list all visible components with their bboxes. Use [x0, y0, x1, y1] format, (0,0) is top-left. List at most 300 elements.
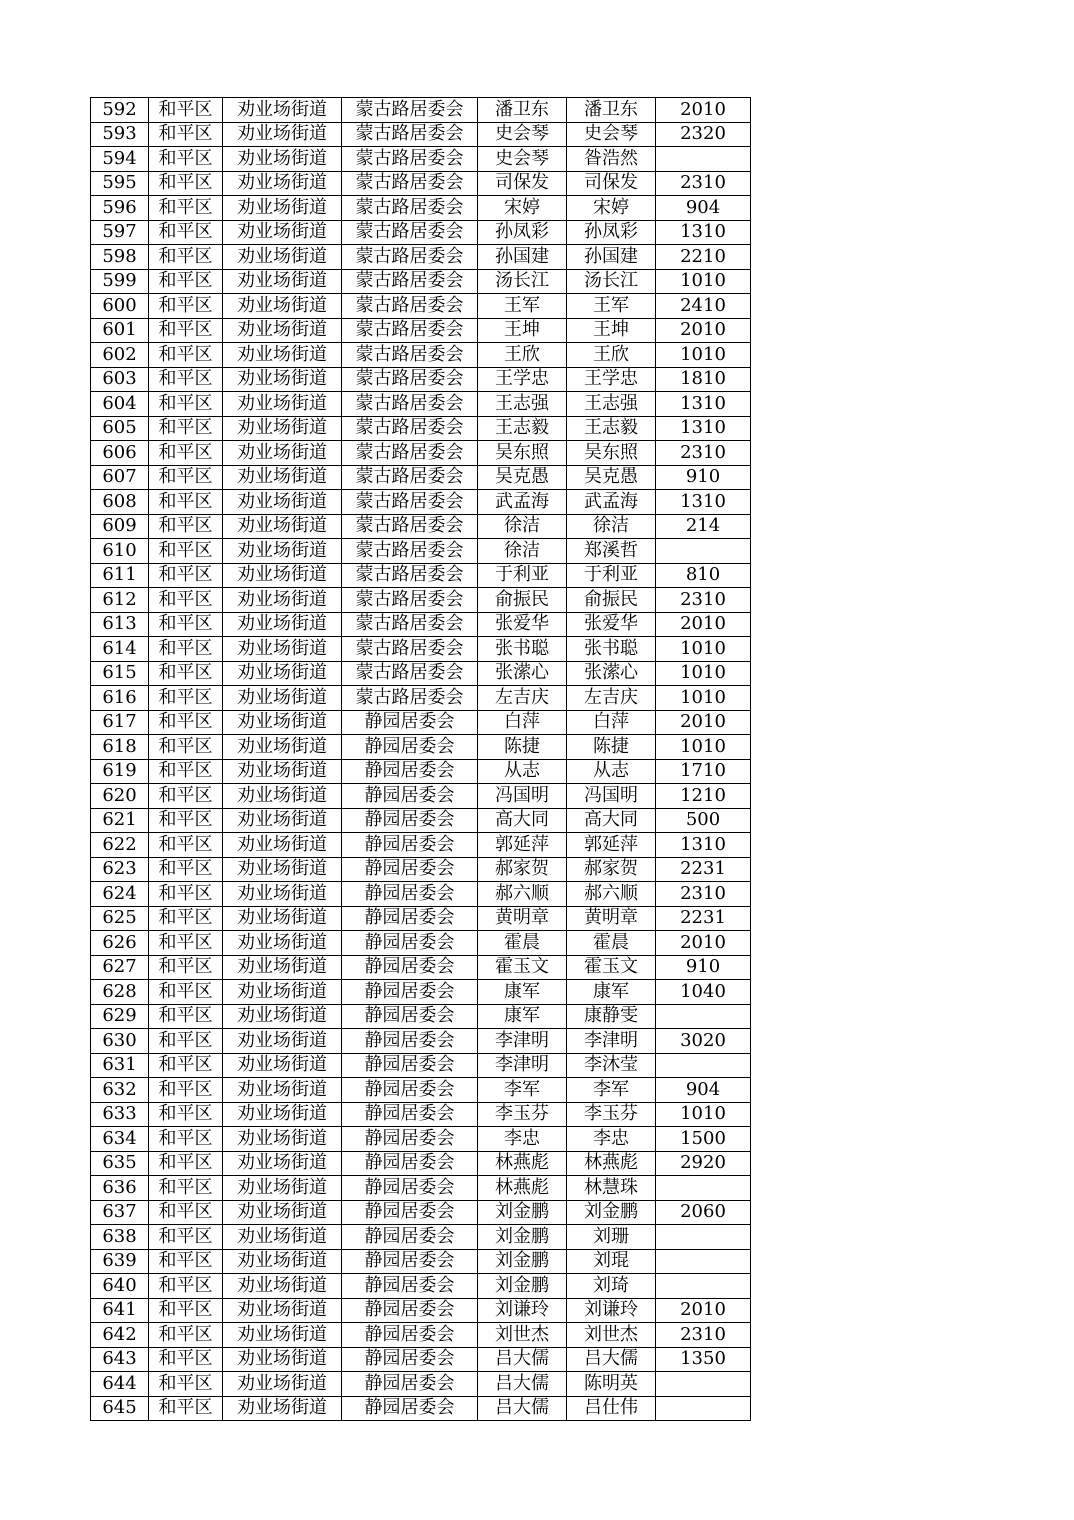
table-row	[91, 1176, 751, 1201]
street-cell: 劝业场街道	[223, 784, 342, 809]
committee-cell: 静园居委会	[342, 808, 478, 833]
member-name-cell: 郭延萍	[567, 833, 656, 858]
district-cell: 和平区	[149, 465, 223, 490]
table-row	[91, 1225, 751, 1250]
street-cell: 劝业场街道	[223, 686, 342, 711]
committee-cell: 蒙古路居委会	[342, 588, 478, 613]
district-cell: 和平区	[149, 563, 223, 588]
committee-cell: 蒙古路居委会	[342, 343, 478, 368]
street-cell: 劝业场街道	[223, 759, 342, 784]
householder-cell: 徐洁	[478, 539, 567, 564]
table-row	[91, 759, 751, 784]
amount-cell: 2310	[656, 441, 751, 466]
table-row	[91, 906, 751, 931]
street-cell: 劝业场街道	[223, 318, 342, 343]
amount-cell: 1710	[656, 759, 751, 784]
member-name-cell: 郝家贺	[567, 857, 656, 882]
district-cell: 和平区	[149, 1323, 223, 1348]
table-row	[91, 588, 751, 613]
street-cell: 劝业场街道	[223, 735, 342, 760]
district-cell: 和平区	[149, 514, 223, 539]
member-name-cell: 于利亚	[567, 563, 656, 588]
committee-cell: 蒙古路居委会	[342, 294, 478, 319]
amount-cell: 500	[656, 808, 751, 833]
table-row	[91, 563, 751, 588]
row-number-cell: 602	[91, 343, 149, 368]
amount-cell: 1310	[656, 490, 751, 515]
district-cell: 和平区	[149, 1347, 223, 1372]
row-number-cell: 640	[91, 1274, 149, 1299]
row-number-cell: 624	[91, 882, 149, 907]
amount-cell: 904	[656, 196, 751, 221]
district-cell: 和平区	[149, 539, 223, 564]
records-table-body	[91, 98, 751, 1421]
member-name-cell: 王欣	[567, 343, 656, 368]
district-cell: 和平区	[149, 1372, 223, 1397]
householder-cell: 郭延萍	[478, 833, 567, 858]
district-cell: 和平区	[149, 147, 223, 172]
table-row	[91, 1102, 751, 1127]
member-name-cell: 张潆心	[567, 661, 656, 686]
row-number-cell: 596	[91, 196, 149, 221]
householder-cell: 林燕彪	[478, 1151, 567, 1176]
member-name-cell: 刘琦	[567, 1274, 656, 1299]
amount-cell: 2010	[656, 98, 751, 123]
table-row	[91, 1396, 751, 1421]
district-cell: 和平区	[149, 367, 223, 392]
householder-cell: 郝六顺	[478, 882, 567, 907]
district-cell: 和平区	[149, 1004, 223, 1029]
member-name-cell: 张爱华	[567, 612, 656, 637]
member-name-cell: 郝六顺	[567, 882, 656, 907]
amount-cell	[656, 1053, 751, 1078]
street-cell: 劝业场街道	[223, 857, 342, 882]
member-name-cell: 王学忠	[567, 367, 656, 392]
district-cell: 和平区	[149, 245, 223, 270]
amount-cell: 2310	[656, 882, 751, 907]
committee-cell: 静园居委会	[342, 1323, 478, 1348]
committee-cell: 静园居委会	[342, 931, 478, 956]
district-cell: 和平区	[149, 980, 223, 1005]
committee-cell: 静园居委会	[342, 1200, 478, 1225]
table-row	[91, 196, 751, 221]
committee-cell: 蒙古路居委会	[342, 245, 478, 270]
row-number-cell: 635	[91, 1151, 149, 1176]
member-name-cell: 武孟海	[567, 490, 656, 515]
street-cell: 劝业场街道	[223, 367, 342, 392]
member-name-cell: 陈捷	[567, 735, 656, 760]
committee-cell: 蒙古路居委会	[342, 392, 478, 417]
amount-cell: 1010	[656, 1102, 751, 1127]
district-cell: 和平区	[149, 1274, 223, 1299]
row-number-cell: 606	[91, 441, 149, 466]
district-cell: 和平区	[149, 1078, 223, 1103]
householder-cell: 李忠	[478, 1127, 567, 1152]
member-name-cell: 汤长江	[567, 269, 656, 294]
table-row	[91, 465, 751, 490]
row-number-cell: 595	[91, 171, 149, 196]
committee-cell: 静园居委会	[342, 1078, 478, 1103]
table-row	[91, 367, 751, 392]
member-name-cell: 黄明章	[567, 906, 656, 931]
street-cell: 劝业场街道	[223, 441, 342, 466]
householder-cell: 王坤	[478, 318, 567, 343]
row-number-cell: 618	[91, 735, 149, 760]
table-row	[91, 1151, 751, 1176]
table-row	[91, 1200, 751, 1225]
street-cell: 劝业场街道	[223, 710, 342, 735]
district-cell: 和平区	[149, 759, 223, 784]
district-cell: 和平区	[149, 1151, 223, 1176]
street-cell: 劝业场街道	[223, 147, 342, 172]
table-row	[91, 514, 751, 539]
committee-cell: 静园居委会	[342, 1347, 478, 1372]
table-row	[91, 147, 751, 172]
district-cell: 和平区	[149, 196, 223, 221]
row-number-cell: 623	[91, 857, 149, 882]
householder-cell: 康军	[478, 1004, 567, 1029]
member-name-cell: 司保发	[567, 171, 656, 196]
street-cell: 劝业场街道	[223, 906, 342, 931]
table-row	[91, 1347, 751, 1372]
amount-cell: 810	[656, 563, 751, 588]
row-number-cell: 598	[91, 245, 149, 270]
committee-cell: 静园居委会	[342, 1274, 478, 1299]
committee-cell: 蒙古路居委会	[342, 196, 478, 221]
amount-cell	[656, 1372, 751, 1397]
street-cell: 劝业场街道	[223, 1151, 342, 1176]
householder-cell: 张潆心	[478, 661, 567, 686]
committee-cell: 静园居委会	[342, 955, 478, 980]
committee-cell: 静园居委会	[342, 1102, 478, 1127]
amount-cell: 2320	[656, 122, 751, 147]
amount-cell: 1310	[656, 392, 751, 417]
street-cell: 劝业场街道	[223, 1029, 342, 1054]
table-row	[91, 122, 751, 147]
amount-cell: 1010	[656, 661, 751, 686]
amount-cell: 1040	[656, 980, 751, 1005]
row-number-cell: 619	[91, 759, 149, 784]
street-cell: 劝业场街道	[223, 122, 342, 147]
district-cell: 和平区	[149, 318, 223, 343]
householder-cell: 史会琴	[478, 147, 567, 172]
amount-cell: 2410	[656, 294, 751, 319]
householder-cell: 张爱华	[478, 612, 567, 637]
street-cell: 劝业场街道	[223, 612, 342, 637]
district-cell: 和平区	[149, 343, 223, 368]
committee-cell: 蒙古路居委会	[342, 514, 478, 539]
street-cell: 劝业场街道	[223, 637, 342, 662]
table-row	[91, 245, 751, 270]
table-row	[91, 1029, 751, 1054]
row-number-cell: 625	[91, 906, 149, 931]
amount-cell: 2010	[656, 318, 751, 343]
street-cell: 劝业场街道	[223, 1372, 342, 1397]
table-row	[91, 294, 751, 319]
householder-cell: 王志毅	[478, 416, 567, 441]
member-name-cell: 林燕彪	[567, 1151, 656, 1176]
district-cell: 和平区	[149, 784, 223, 809]
row-number-cell: 616	[91, 686, 149, 711]
row-number-cell: 600	[91, 294, 149, 319]
householder-cell: 霍晨	[478, 931, 567, 956]
member-name-cell: 王军	[567, 294, 656, 319]
street-cell: 劝业场街道	[223, 1053, 342, 1078]
row-number-cell: 608	[91, 490, 149, 515]
amount-cell: 2310	[656, 171, 751, 196]
amount-cell	[656, 1176, 751, 1201]
street-cell: 劝业场街道	[223, 392, 342, 417]
householder-cell: 吴东照	[478, 441, 567, 466]
street-cell: 劝业场街道	[223, 416, 342, 441]
member-name-cell: 冯国明	[567, 784, 656, 809]
householder-cell: 李玉芬	[478, 1102, 567, 1127]
committee-cell: 蒙古路居委会	[342, 220, 478, 245]
committee-cell: 静园居委会	[342, 1298, 478, 1323]
row-number-cell: 637	[91, 1200, 149, 1225]
member-name-cell: 霍晨	[567, 931, 656, 956]
table-row	[91, 882, 751, 907]
district-cell: 和平区	[149, 588, 223, 613]
householder-cell: 刘金鹏	[478, 1274, 567, 1299]
householder-cell: 汤长江	[478, 269, 567, 294]
householder-cell: 孙凤彩	[478, 220, 567, 245]
committee-cell: 静园居委会	[342, 1151, 478, 1176]
row-number-cell: 629	[91, 1004, 149, 1029]
row-number-cell: 612	[91, 588, 149, 613]
district-cell: 和平区	[149, 955, 223, 980]
district-cell: 和平区	[149, 1200, 223, 1225]
householder-cell: 郝家贺	[478, 857, 567, 882]
householder-cell: 刘金鹏	[478, 1200, 567, 1225]
committee-cell: 蒙古路居委会	[342, 318, 478, 343]
row-number-cell: 634	[91, 1127, 149, 1152]
district-cell: 和平区	[149, 1396, 223, 1421]
street-cell: 劝业场街道	[223, 196, 342, 221]
committee-cell: 蒙古路居委会	[342, 539, 478, 564]
street-cell: 劝业场街道	[223, 245, 342, 270]
row-number-cell: 642	[91, 1323, 149, 1348]
committee-cell: 蒙古路居委会	[342, 147, 478, 172]
table-row	[91, 980, 751, 1005]
table-row	[91, 1053, 751, 1078]
member-name-cell: 李沐莹	[567, 1053, 656, 1078]
table-row	[91, 539, 751, 564]
member-name-cell: 吴克愚	[567, 465, 656, 490]
householder-cell: 白萍	[478, 710, 567, 735]
table-row	[91, 1249, 751, 1274]
committee-cell: 蒙古路居委会	[342, 563, 478, 588]
district-cell: 和平区	[149, 416, 223, 441]
member-name-cell: 潘卫东	[567, 98, 656, 123]
row-number-cell: 641	[91, 1298, 149, 1323]
district-cell: 和平区	[149, 98, 223, 123]
committee-cell: 静园居委会	[342, 1053, 478, 1078]
householder-cell: 孙国建	[478, 245, 567, 270]
householder-cell: 康军	[478, 980, 567, 1005]
district-cell: 和平区	[149, 1176, 223, 1201]
member-name-cell: 陈明英	[567, 1372, 656, 1397]
table-row	[91, 612, 751, 637]
householder-cell: 高大同	[478, 808, 567, 833]
table-row	[91, 1127, 751, 1152]
member-name-cell: 康静雯	[567, 1004, 656, 1029]
row-number-cell: 632	[91, 1078, 149, 1103]
committee-cell: 蒙古路居委会	[342, 98, 478, 123]
street-cell: 劝业场街道	[223, 1274, 342, 1299]
district-cell: 和平区	[149, 710, 223, 735]
amount-cell: 1500	[656, 1127, 751, 1152]
member-name-cell: 高大同	[567, 808, 656, 833]
district-cell: 和平区	[149, 612, 223, 637]
householder-cell: 吕大儒	[478, 1372, 567, 1397]
row-number-cell: 597	[91, 220, 149, 245]
street-cell: 劝业场街道	[223, 588, 342, 613]
householder-cell: 从志	[478, 759, 567, 784]
committee-cell: 静园居委会	[342, 1249, 478, 1274]
committee-cell: 静园居委会	[342, 1225, 478, 1250]
table-row	[91, 857, 751, 882]
row-number-cell: 643	[91, 1347, 149, 1372]
committee-cell: 蒙古路居委会	[342, 686, 478, 711]
amount-cell	[656, 1004, 751, 1029]
street-cell: 劝业场街道	[223, 833, 342, 858]
table-row	[91, 441, 751, 466]
street-cell: 劝业场街道	[223, 563, 342, 588]
row-number-cell: 594	[91, 147, 149, 172]
row-number-cell: 622	[91, 833, 149, 858]
member-name-cell: 王志毅	[567, 416, 656, 441]
district-cell: 和平区	[149, 220, 223, 245]
district-cell: 和平区	[149, 1298, 223, 1323]
street-cell: 劝业场街道	[223, 1102, 342, 1127]
street-cell: 劝业场街道	[223, 1127, 342, 1152]
district-cell: 和平区	[149, 1225, 223, 1250]
member-name-cell: 李军	[567, 1078, 656, 1103]
member-name-cell: 刘世杰	[567, 1323, 656, 1348]
householder-cell: 张书聪	[478, 637, 567, 662]
member-name-cell: 李玉芬	[567, 1102, 656, 1127]
member-name-cell: 王志强	[567, 392, 656, 417]
street-cell: 劝业场街道	[223, 955, 342, 980]
householder-cell: 冯国明	[478, 784, 567, 809]
table-row	[91, 269, 751, 294]
street-cell: 劝业场街道	[223, 808, 342, 833]
householder-cell: 李军	[478, 1078, 567, 1103]
street-cell: 劝业场街道	[223, 1347, 342, 1372]
member-name-cell: 俞振民	[567, 588, 656, 613]
householder-cell: 徐洁	[478, 514, 567, 539]
table-row	[91, 318, 751, 343]
committee-cell: 静园居委会	[342, 784, 478, 809]
district-cell: 和平区	[149, 833, 223, 858]
district-cell: 和平区	[149, 1029, 223, 1054]
table-row	[91, 955, 751, 980]
committee-cell: 静园居委会	[342, 1372, 478, 1397]
amount-cell	[656, 1274, 751, 1299]
table-row	[91, 1004, 751, 1029]
row-number-cell: 628	[91, 980, 149, 1005]
street-cell: 劝业场街道	[223, 539, 342, 564]
member-name-cell: 徐洁	[567, 514, 656, 539]
table-row	[91, 98, 751, 123]
householder-cell: 王学忠	[478, 367, 567, 392]
district-cell: 和平区	[149, 808, 223, 833]
amount-cell: 1010	[656, 735, 751, 760]
householder-cell: 司保发	[478, 171, 567, 196]
member-name-cell: 从志	[567, 759, 656, 784]
householder-cell: 刘谦玲	[478, 1298, 567, 1323]
street-cell: 劝业场街道	[223, 931, 342, 956]
committee-cell: 蒙古路居委会	[342, 171, 478, 196]
table-row	[91, 490, 751, 515]
amount-cell	[656, 1396, 751, 1421]
table-row	[91, 735, 751, 760]
committee-cell: 静园居委会	[342, 980, 478, 1005]
householder-cell: 王军	[478, 294, 567, 319]
member-name-cell: 白萍	[567, 710, 656, 735]
street-cell: 劝业场街道	[223, 1323, 342, 1348]
table-row	[91, 1274, 751, 1299]
committee-cell: 蒙古路居委会	[342, 367, 478, 392]
committee-cell: 蒙古路居委会	[342, 661, 478, 686]
committee-cell: 静园居委会	[342, 1396, 478, 1421]
amount-cell: 910	[656, 955, 751, 980]
row-number-cell: 620	[91, 784, 149, 809]
street-cell: 劝业场街道	[223, 1004, 342, 1029]
street-cell: 劝业场街道	[223, 1176, 342, 1201]
householder-cell: 武孟海	[478, 490, 567, 515]
member-name-cell: 霍玉文	[567, 955, 656, 980]
table-row	[91, 1372, 751, 1397]
member-name-cell: 昝浩然	[567, 147, 656, 172]
street-cell: 劝业场街道	[223, 1078, 342, 1103]
committee-cell: 蒙古路居委会	[342, 122, 478, 147]
district-cell: 和平区	[149, 661, 223, 686]
amount-cell	[656, 1249, 751, 1274]
committee-cell: 静园居委会	[342, 906, 478, 931]
amount-cell: 2010	[656, 710, 751, 735]
amount-cell: 214	[656, 514, 751, 539]
amount-cell: 2231	[656, 857, 751, 882]
amount-cell: 1210	[656, 784, 751, 809]
district-cell: 和平区	[149, 637, 223, 662]
table-row	[91, 637, 751, 662]
member-name-cell: 刘琨	[567, 1249, 656, 1274]
row-number-cell: 611	[91, 563, 149, 588]
householder-cell: 吕大儒	[478, 1396, 567, 1421]
street-cell: 劝业场街道	[223, 1249, 342, 1274]
amount-cell: 1350	[656, 1347, 751, 1372]
householder-cell: 刘金鹏	[478, 1249, 567, 1274]
amount-cell: 1810	[656, 367, 751, 392]
householder-cell: 俞振民	[478, 588, 567, 613]
amount-cell: 1010	[656, 637, 751, 662]
table-row	[91, 1323, 751, 1348]
amount-cell: 2310	[656, 1323, 751, 1348]
table-row	[91, 661, 751, 686]
row-number-cell: 610	[91, 539, 149, 564]
district-cell: 和平区	[149, 122, 223, 147]
member-name-cell: 刘金鹏	[567, 1200, 656, 1225]
district-cell: 和平区	[149, 1127, 223, 1152]
committee-cell: 静园居委会	[342, 857, 478, 882]
table-row	[91, 1078, 751, 1103]
householder-cell: 李津明	[478, 1053, 567, 1078]
member-name-cell: 林慧珠	[567, 1176, 656, 1201]
street-cell: 劝业场街道	[223, 490, 342, 515]
district-cell: 和平区	[149, 906, 223, 931]
